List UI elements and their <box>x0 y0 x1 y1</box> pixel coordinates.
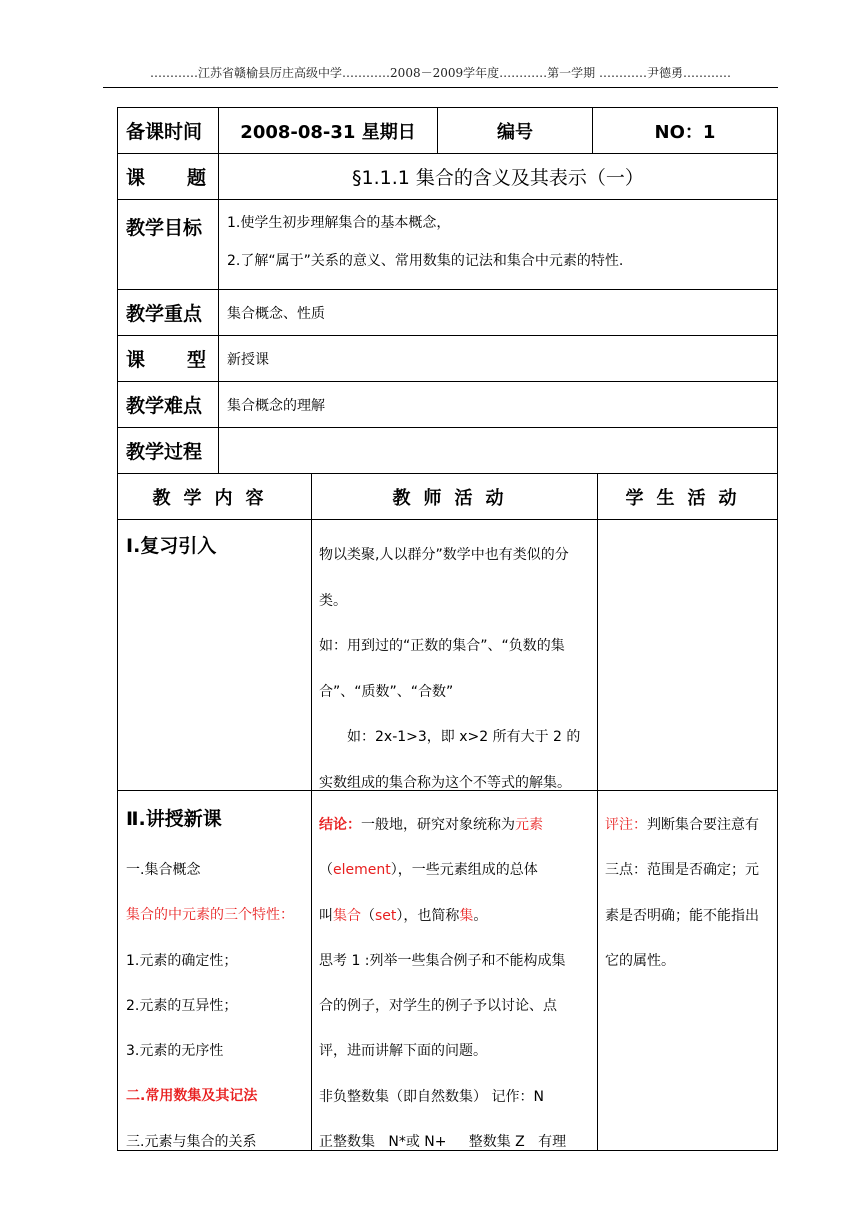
teacher-line-2 <box>319 848 599 893</box>
content-line-4: 2.元素的互异性； <box>126 997 238 1014</box>
conclusion-text: 一般地，研究对象统称为 <box>361 817 515 833</box>
new-lesson-student-text <box>605 803 775 984</box>
column-head-student: 学生活动 <box>597 473 778 520</box>
difficulty-label: 教学难点 <box>117 381 219 428</box>
set-word: 集合 <box>333 907 361 924</box>
number-value: NO：1 <box>592 107 778 154</box>
key-points-value: 集合概念、性质 <box>218 289 778 336</box>
goals-label: 教学目标 <box>117 199 219 290</box>
lesson-type-label-a: 课 <box>126 349 146 371</box>
topic-label <box>117 153 219 200</box>
content-line-1: 一.集合概念 <box>126 862 201 878</box>
page-header: …………江苏省赣榆县厉庄高级中学…………2008－2009学年度…………第一学期 …………尹德勇………… <box>150 66 731 80</box>
key-points-label: 教学重点 <box>117 289 219 336</box>
teacher-line-6: 评，进而讲解下面的问题。 <box>319 1043 487 1060</box>
new-lesson-teacher-text <box>319 803 599 1165</box>
goal-item-2: 2.了解“属于”关系的意义、常用数集的记法和集合中元素的特性. <box>227 253 624 269</box>
review-line-4: 合”、“质数”、“合数” <box>319 683 454 700</box>
process-value <box>218 427 778 474</box>
lesson-plan-table <box>117 107 778 1151</box>
teacher-line-7: 非负整数集（即自然数集） 记作：N <box>319 1088 544 1105</box>
line3-end: 。 <box>473 907 488 924</box>
student-line-2: 三点：范围是否确定；元 <box>605 862 759 879</box>
teacher-line-3 <box>319 894 599 939</box>
remark-first: 判断集合要注意有 <box>647 817 759 833</box>
header-rule <box>103 87 778 88</box>
new-lesson-title: Ⅱ.讲授新课 <box>126 808 222 830</box>
student-line-3: 素是否明确；能不能指出 <box>605 907 759 924</box>
element-word: 元素 <box>515 817 543 833</box>
content-line-3: 1.元素的确定性； <box>126 952 238 969</box>
teacher-line-4: 思考 1 :列举一些集合例子和不能构成集 <box>319 952 566 969</box>
review-line-1: 物以类聚,人以群分”数学中也有类似的分 <box>319 547 569 563</box>
topic-label-a: 课 <box>126 167 146 189</box>
content-line-2: 集合的中元素的三个特性： <box>126 907 294 924</box>
review-student-cell <box>597 519 778 791</box>
prep-time-label: 备课时间 <box>117 107 219 154</box>
topic-value: §1.1.1 集合的含义及其表示（一） <box>218 153 778 200</box>
review-teacher-text <box>319 533 599 806</box>
remark-label: 评注： <box>605 817 647 833</box>
content-line-7: 三.元素与集合的关系 <box>126 1133 257 1150</box>
set-short: 集 <box>459 907 474 924</box>
process-label: 教学过程 <box>117 427 219 474</box>
goals-content <box>218 199 778 290</box>
teacher-line-1 <box>319 803 599 848</box>
lesson-type-label-b: 型 <box>186 349 206 371</box>
set-en: set <box>375 907 397 924</box>
difficulty-value: 集合概念的理解 <box>218 381 778 428</box>
goal-item-1: 1.使学生初步理解集合的基本概念， <box>227 215 451 231</box>
teacher-line-5: 合的例子，对学生的例子予以讨论、点 <box>319 998 557 1015</box>
topic-label-b: 题 <box>186 167 206 189</box>
paren-open-1: （ <box>319 862 333 879</box>
review-title: Ⅰ.复习引入 <box>126 535 217 557</box>
review-line-3: 如：用到过的“正数的集合”、“负数的集 <box>319 638 565 654</box>
review-line-5: 如：2x-1>3，即 x>2 所有大于 2 的 <box>347 729 581 745</box>
prep-time-value: 2008-08-31 星期日 <box>218 107 438 154</box>
column-head-content: 教学内容 <box>117 473 312 520</box>
number-label: 编号 <box>437 107 593 154</box>
content-line-5: 3.元素的无序性 <box>126 1043 224 1060</box>
lesson-type-label <box>117 335 219 382</box>
paren-open-2: （ <box>361 907 375 924</box>
content-line-6: 二.常用数集及其记法 <box>126 1088 258 1105</box>
conclusion-label: 结论： <box>319 817 361 833</box>
new-lesson-content-text <box>126 848 311 1165</box>
line3-prefix: 叫 <box>319 907 333 924</box>
column-head-teacher: 教师活动 <box>311 473 598 520</box>
line3-middle: ），也简称 <box>396 907 460 924</box>
teacher-line-8: 正整数集 N*或 N+ 整数集 Z 有理 <box>319 1134 567 1151</box>
student-line-4: 它的属性。 <box>605 952 675 969</box>
teacher-line-2-text: ），一些元素组成的总体 <box>390 862 538 879</box>
lesson-type-value: 新授课 <box>218 335 778 382</box>
review-line-6: 实数组成的集合称为这个不等式的解集。 <box>319 774 571 791</box>
student-line-1 <box>605 803 775 848</box>
element-en: element <box>333 862 391 879</box>
review-content-cell <box>117 519 312 791</box>
review-line-2: 类。 <box>319 592 347 609</box>
